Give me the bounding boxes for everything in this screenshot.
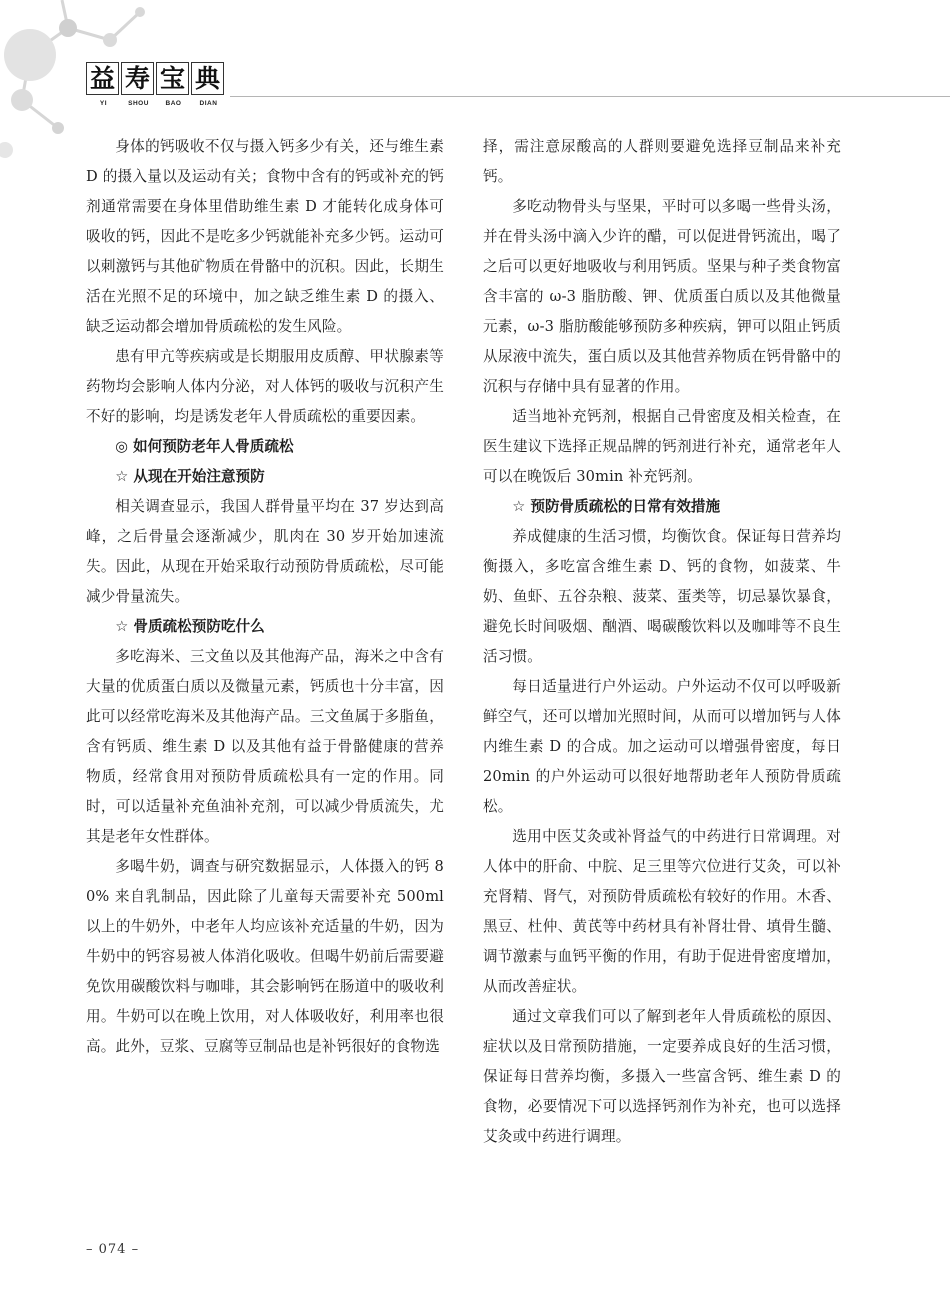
left-column	[86, 132, 444, 1062]
magazine-logo	[86, 62, 226, 95]
paragraph: 相关调查显示，我国人群骨量平均在 37 岁达到高峰，之后骨量会逐渐减少，肌肉在 30 岁开始加速流失。因此，从现在开始采取行动预防骨质疏松，尽可能减少骨量流失。	[86, 498, 444, 605]
paragraph-continuation: 择，需注意尿酸高的人群则要避免选择豆制品来补充钙。	[483, 138, 841, 185]
paragraph: 通过文章我们可以了解到老年人骨质疏松的原因、症状以及日常预防措施，一定要养成良好的生活习惯，保证每日营养均衡，多摄入一些富含钙、维生素 D 的食物，必要情况下可以选择钙剂作为补充，也可以选择艾灸或中药进行调理。	[483, 1008, 841, 1145]
paragraph: 养成健康的生活习惯，均衡饮食。保证每日营养均衡摄入，多吃富含维生素 D、钙的食物，如菠菜、牛奶、鱼虾、五谷杂粮、菠菜、蛋类等，切忌暴饮暴食，避免长时间吸烟、酗酒、喝碳酸饮料以及咖啡等不良生活习惯。	[483, 528, 841, 665]
header-rule	[230, 96, 950, 97]
paragraph: 适当地补充钙剂，根据自己骨密度及相关检查，在医生建议下选择正规品牌的钙剂进行补充，通常老年人可以在晚饭后 30min 补充钙剂。	[483, 408, 841, 485]
paragraph: 每日适量进行户外运动。户外运动不仅可以呼吸新鲜空气，还可以增加光照时间，从而可以增加钙与人体内维生素 D 的合成。加之运动可以增强骨密度，每日 20min 的户外运动可以很好地帮助老年人预防骨质疏松。	[483, 678, 841, 815]
logo-char: 寿	[124, 64, 150, 93]
subsection-heading: ☆ 骨质疏松预防吃什么	[115, 618, 265, 635]
subsection-heading: ☆ 从现在开始注意预防	[115, 468, 265, 485]
pinyin-syllable: SHOU	[128, 100, 149, 107]
paragraph: 患有甲亢等疾病或是长期服用皮质醇、甲状腺素等药物均会影响人体内分泌，对人体钙的吸收与沉积产生不好的影响，均是诱发老年人骨质疏松的重要因素。	[86, 348, 444, 425]
page-number: – 074 –	[86, 1242, 140, 1257]
logo-pinyin	[86, 100, 226, 107]
paragraph: 多吃动物骨头与坚果，平时可以多喝一些骨头汤，并在骨头汤中滴入少许的醋，可以促进骨钙流出，喝了之后可以更好地吸收与利用钙质。坚果与种子类食物富含丰富的 ω-3 脂肪酸、钾、优质蛋白质以及其他微量元素，ω-3 脂肪酸能够预防多种疾病，钾可以阻止钙质从尿液中流失，蛋白质以及其他营养物质在钙骨骼中的沉积与存储中具有显著的作用。	[483, 198, 841, 395]
pinyin-syllable: YI	[99, 100, 108, 107]
pinyin-syllable: DIAN	[199, 100, 218, 107]
pinyin-syllable: BAO	[165, 100, 182, 107]
paragraph: 多吃海米、三文鱼以及其他海产品，海米之中含有大量的优质蛋白质以及微量元素，钙质也十分丰富，因此可以经常吃海米及其他海产品。三文鱼属于多脂鱼，含有钙质、维生素 D 以及其他有益于骨骼健康的营养物质，经常食用对预防骨质疏松具有一定的作用。同时，可以适量补充鱼油补充剂，可以减少骨质流失，尤其是老年女性群体。	[86, 648, 444, 845]
subsection-heading: ☆ 预防骨质疏松的日常有效措施	[512, 498, 721, 515]
logo-char: 益	[89, 64, 115, 93]
right-column	[483, 132, 841, 1152]
logo-char: 宝	[159, 64, 185, 93]
section-heading: ◎ 如何预防老年人骨质疏松	[115, 438, 294, 455]
paragraph: 选用中医艾灸或补肾益气的中药进行日常调理。对人体中的肝俞、中脘、足三里等穴位进行艾灸，可以补充肾精、肾气，对预防骨质疏松有较好的作用。木香、黑豆、杜仲、黄芪等中药材具有补肾壮骨、填骨生髓、调节激素与血钙平衡的作用，有助于促进骨密度增加，从而改善症状。	[483, 828, 841, 995]
paragraph: 身体的钙吸收不仅与摄入钙多少有关，还与维生素 D 的摄入量以及运动有关；食物中含有的钙或补充的钙剂通常需要在身体里借助维生素 D 才能转化成身体可吸收的钙，因此不是吃多少钙就能补充多少钙。运动可以刺激钙与其他矿物质在骨骼中的沉积。因此，长期生活在光照不足的环境中，加之缺乏维生素 D 的摄入、缺乏运动都会增加骨质疏松的发生风险。	[86, 138, 444, 335]
paragraph: 多喝牛奶，调查与研究数据显示，人体摄入的钙 80% 来自乳制品，因此除了儿童每天需要补充 500ml 以上的牛奶外，中老年人均应该补充适量的牛奶，因为牛奶中的钙容易被人体消化吸收。但喝牛奶前后需要避免饮用碳酸饮料与咖啡，其会影响钙在肠道中的吸收利用。牛奶可以在晚上饮用，对人体吸收好，利用率也很高。此外，豆浆、豆腐等豆制品也是补钙很好的食物选	[86, 858, 444, 1055]
logo-char: 典	[194, 64, 220, 93]
